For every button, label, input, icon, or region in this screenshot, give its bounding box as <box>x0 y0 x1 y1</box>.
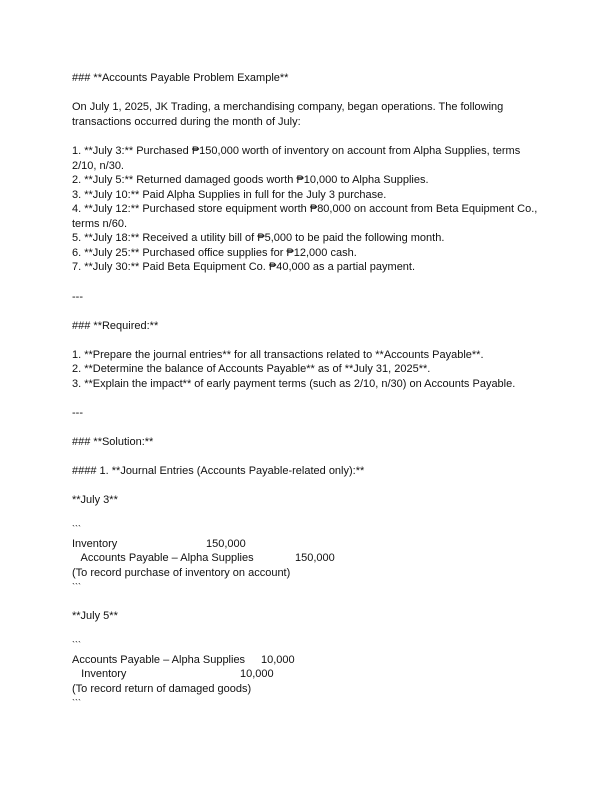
solution-heading: ### **Solution:** <box>72 436 154 448</box>
entry-debit-amount: 10,000 <box>261 654 295 666</box>
required-item: 3. **Explain the impact** of early payment terms (such as 2/10, n/30) on Accounts Payable. <box>72 378 516 390</box>
entry-credit-account: Inventory <box>72 668 127 680</box>
code-fence: ``` <box>72 582 81 592</box>
transaction-line: 2. **July 5:** Returned damaged goods worth ₱10,000 to Alpha Supplies. <box>72 174 429 186</box>
required-item: 2. **Determine the balance of Accounts Payable** as of **July 31, 2025**. <box>72 363 431 375</box>
entry-memo: (To record purchase of inventory on account) <box>72 567 291 579</box>
transaction-line: 5. **July 18:** Received a utility bill of ₱5,000 to be paid the following month. <box>72 232 445 244</box>
transaction-line: 3. **July 10:** Paid Alpha Supplies in full for the July 3 purchase. <box>72 189 387 201</box>
entry-date: **July 5** <box>72 610 118 622</box>
entry-credit-account: Accounts Payable – Alpha Supplies <box>72 552 254 564</box>
entry-debit-amount: 150,000 <box>206 538 246 550</box>
required-heading: ### **Required:** <box>72 320 159 332</box>
entry-credit-amount: 10,000 <box>240 668 274 680</box>
code-fence: ``` <box>72 640 81 650</box>
entry-debit-account: Inventory <box>72 538 118 550</box>
separator: --- <box>72 407 83 419</box>
intro-line-1: On July 1, 2025, JK Trading, a merchandising company, began operations. The following <box>72 101 504 113</box>
code-fence: ``` <box>72 698 81 708</box>
entry-debit-account: Accounts Payable – Alpha Supplies <box>72 654 246 666</box>
transaction-line: terms n/60. <box>72 218 128 230</box>
transaction-line: 6. **July 25:** Purchased office supplies for ₱12,000 cash. <box>72 247 357 259</box>
transaction-line: 2/10, n/30. <box>72 160 124 172</box>
separator: --- <box>72 291 83 303</box>
code-fence: ``` <box>72 524 81 534</box>
intro-line-2: transactions occurred during the month of July: <box>72 116 301 128</box>
transaction-line: 7. **July 30:** Paid Beta Equipment Co. ₱40,000 as a partial payment. <box>72 261 416 273</box>
transaction-line: 1. **July 3:** Purchased ₱150,000 worth of inventory on account from Alpha Supplies, terms <box>72 145 521 157</box>
entry-date: **July 3** <box>72 494 118 506</box>
journal-heading: #### 1. **Journal Entries (Accounts Payable-related only):** <box>72 465 365 477</box>
entry-credit-amount: 150,000 <box>295 552 335 564</box>
required-item: 1. **Prepare the journal entries** for all transactions related to **Accounts Payable**. <box>72 349 484 361</box>
entry-memo: (To record return of damaged goods) <box>72 683 252 695</box>
document-title: ### **Accounts Payable Problem Example** <box>72 72 289 84</box>
transaction-line: 4. **July 12:** Purchased store equipment worth ₱80,000 on account from Beta Equipment Co., <box>72 203 538 215</box>
